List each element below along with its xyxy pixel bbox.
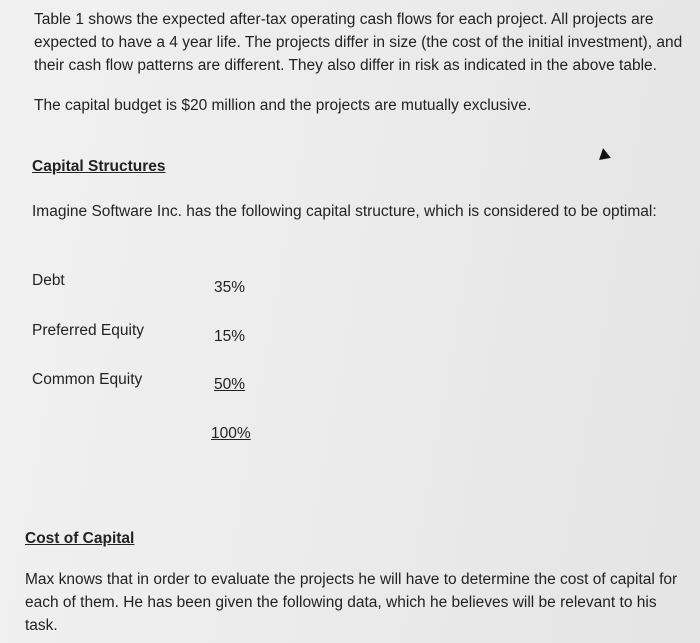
intro-paragraph: Table 1 shows the expected after-tax operating cash flows for each project. All projects are expected to have a 4 year life. The projects differ in size (the cost of the initial investment), and their cash flow patterns are different. They also differ in risk as indicated in the above table. — [34, 11, 683, 74]
capital-structure-intro: Imagine Software Inc. has the following capital structure, which is considered to be optimal: — [32, 203, 657, 220]
cost-of-capital-paragraph: Max knows that in order to evaluate the projects he will have to determine the cost of capital for each of them. He has been given the following data, which he believes will be relevant to his task. — [25, 571, 678, 634]
capital-structures-heading: Capital Structures — [32, 158, 166, 175]
budget-paragraph: The capital budget is $20 million and the projects are mutually exclusive. — [34, 97, 532, 114]
row-value-total: 100% — [211, 425, 251, 442]
row-label-preferred-equity: Preferred Equity — [32, 322, 144, 339]
row-label-debt: Debt — [32, 272, 65, 289]
cost-of-capital-heading: Cost of Capital — [25, 530, 135, 547]
row-label-common-equity: Common Equity — [32, 371, 143, 388]
row-value-preferred-equity: 15% — [214, 328, 246, 345]
row-value-debt: 35% — [214, 279, 246, 296]
row-value-common-equity: 50% — [214, 376, 246, 393]
mouse-cursor-icon — [597, 147, 611, 160]
